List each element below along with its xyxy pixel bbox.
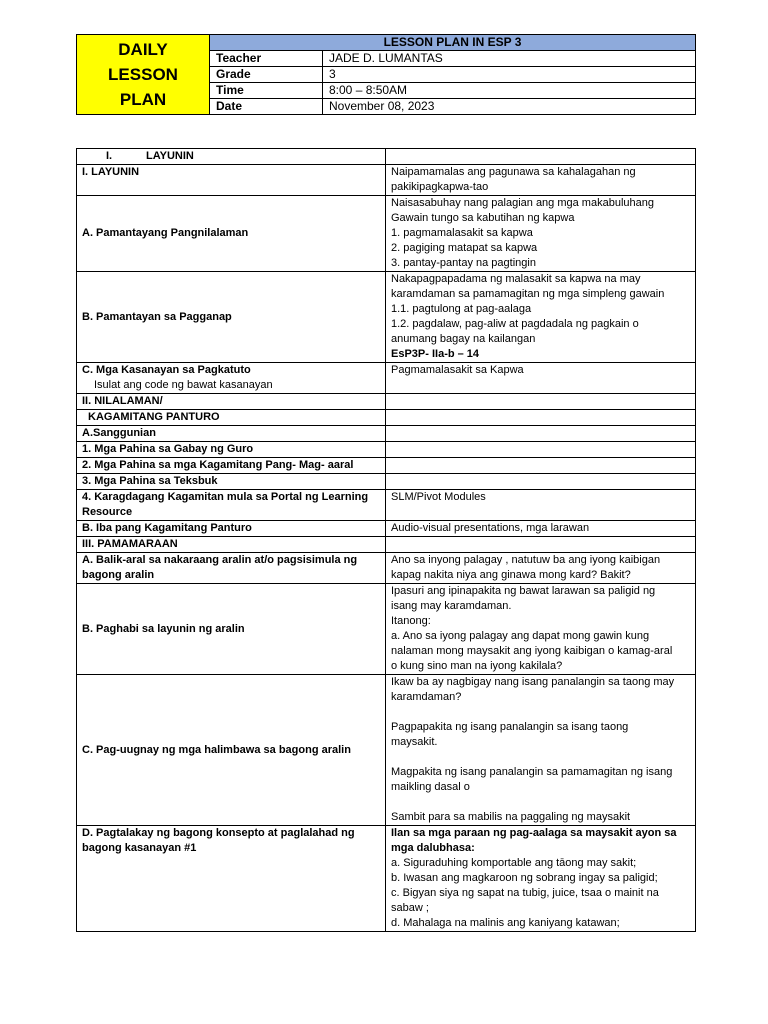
pamantayang-pangnilalaman-text: Naisasabuhay nang palagian ang mga makabuluhang Gawain tungo sa kabutihan ng kapwa 1. pagmamalasakit sa kapwa 2. pagiging matapat sa kapwa 3. pantay-pantay na pagtingin [386,196,696,272]
pag-uugnay-label: C. Pag-uugnay ng mga halimbawa sa bagong aralin [77,675,386,826]
table-row [77,149,696,165]
date-label: Date [210,99,323,115]
daily-lesson-plan-title: DAILY LESSON PLAN [77,35,210,115]
balik-aral-label: A. Balik-aral sa nakaraang aralin at/o pagsisimula ng bagong aralin [77,553,386,584]
table-row [77,426,696,442]
grade-label: Grade [210,67,323,83]
table-row [77,553,696,584]
section-heading-value [386,149,696,165]
table-row [77,826,696,932]
table-row [77,675,696,826]
nilalaman-value [386,394,696,410]
teacher-value: JADE D. LUMANTAS [323,51,696,67]
teacher-label: Teacher [210,51,323,67]
table-row [77,196,696,272]
table-row [77,521,696,537]
table-row [77,458,696,474]
iba-pang-kagamitan-label: B. Iba pang Kagamitang Panturo [77,521,386,537]
pamamaraan-value [386,537,696,553]
pamantayan-sa-pagganap-label: B. Pamantayan sa Pagganap [77,272,386,363]
lesson-plan-table [76,148,696,932]
kagamitang-panturo-value [386,410,696,426]
iba-pang-kagamitan-text: Audio-visual presentations, mga larawan [386,521,696,537]
kagamitang-panturo-label: KAGAMITANG PANTURO [77,410,386,426]
nilalaman-label: II. NILALAMAN/ [77,394,386,410]
pamantayang-pangnilalaman-label: A. Pamantayang Pangnilalaman [77,196,386,272]
gabay-guro-label: 1. Mga Pahina sa Gabay ng Guro [77,442,386,458]
table-row [77,474,696,490]
layunin-label: I. LAYUNIN [77,165,386,196]
pag-uugnay-text: Ikaw ba ay nagbigay nang isang panalangin sa taong may karamdaman? Pagpapakita ng isang panalangin sa isang taong maysakit. Magpakita ng isang panalangin sa pamamagitan ng isang maikling dasal o Sambit para sa mabilis na paggaling ng maysakit [386,675,696,826]
table-row [77,537,696,553]
karagdagang-kagamitan-text: SLM/Pivot Modules [386,490,696,521]
table-row [77,410,696,426]
kasanayan-label: C. Mga Kasanayan sa Pagkatuto Isulat ang code ng bawat kasanayan [77,363,386,394]
section-heading: I. LAYUNIN [77,149,386,165]
karagdagang-kagamitan-label: 4. Karagdagang Kagamitan mula sa Portal ng Learning Resource [77,490,386,521]
table-row [77,165,696,196]
table-row [77,394,696,410]
table-row [77,442,696,458]
pagtalakay-text: Ilan sa mga paraan ng pag-aalaga sa maysakit ayon sa mga dalubhasa: a. Siguraduhing komportable ang tāong may sakit; b. Iwasan ang magkaroon ng sobrang ingay sa paligid; c. Bigyan siya ng sapat na tubig, juice, tsaa o mainit na sabaw ; d. Mahalaga na malinis ang kaniyang katawan; [386,826,696,932]
kagamitang-mag-aaral-label: 2. Mga Pahina sa mga Kagamitang Pang- Mag- aaral [77,458,386,474]
pamamaraan-label: III. PAMAMARAAN [77,537,386,553]
kagamitang-mag-aaral-value [386,458,696,474]
teksbuk-label: 3. Mga Pahina sa Teksbuk [77,474,386,490]
grade-value: 3 [323,67,696,83]
table-row [77,272,696,363]
gabay-guro-value [386,442,696,458]
layunin-text: Naipamamalas ang pagunawa sa kahalagahan ng pakikipagkapwa-tao [386,165,696,196]
table-row [77,490,696,521]
sanggunian-value [386,426,696,442]
time-value: 8:00 – 8:50AM [323,83,696,99]
kasanayan-text: Pagmamalasakit sa Kapwa [386,363,696,394]
paghabi-label: B. Paghabi sa layunin ng aralin [77,584,386,675]
sanggunian-label: A.Sanggunian [77,426,386,442]
pagtalakay-label: D. Pagtalakay ng bagong konsepto at paglalahad ng bagong kasanayan #1 [77,826,386,932]
table-row [77,363,696,394]
time-label: Time [210,83,323,99]
plan-title: LESSON PLAN IN ESP 3 [210,35,696,51]
paghabi-text: Ipasuri ang ipinapakita ng bawat larawan sa paligid ng isang may karamdaman. Itanong: a. Ano sa iyong palagay ang dapat mong gawin kung nalaman mong maysakit ang iyong kaibigan o kamag-aral o kung sino man na iyong kakilala? [386,584,696,675]
pamantayan-sa-pagganap-text: Nakapagpapadama ng malasakit sa kapwa na may karamdaman sa pamamagitan ng mga simpleng gawain 1.1. pagtulong at pag-aalaga 1.2. pagdalaw, pag-aliw at pagdadala ng pagkain o anumang bagay na kailangan EsP3P- IIa-b – 14 [386,272,696,363]
teksbuk-value [386,474,696,490]
header-table [76,34,696,115]
competency-code: EsP3P- IIa-b – 14 [391,348,480,360]
balik-aral-text: Ano sa inyong palagay , natutuw ba ang iyong kaibigan kapag nakita niya ang ginawa mong kard? Bakit? [386,553,696,584]
table-row [77,584,696,675]
date-value: November 08, 2023 [323,99,696,115]
